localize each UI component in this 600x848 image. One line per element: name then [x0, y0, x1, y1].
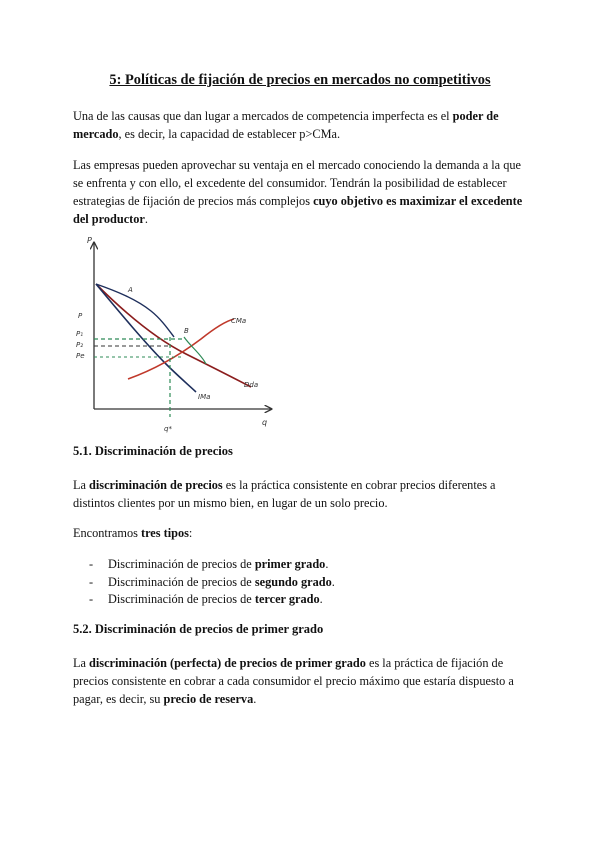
bold-term: cuyo objetivo es maximizar el excedente del productor — [73, 194, 523, 226]
p1-label: P₁ — [76, 330, 84, 338]
text: , es decir, la capacidad de establecer p>CMa. — [118, 127, 341, 141]
bold-term: discriminación de precios — [89, 478, 223, 492]
types-list — [73, 556, 533, 609]
curve-b — [184, 337, 206, 364]
x-axis-label: q — [262, 418, 268, 427]
s52-paragraph-1 — [73, 654, 533, 708]
text: Una de las causas que dan lugar a mercados de competencia imperfecta es el — [73, 109, 453, 123]
text: La — [73, 656, 90, 670]
cma-label: CMa — [231, 317, 247, 325]
text: es la práctica consistente en cobrar precios diferentes a distintos clientes por un mismo bien, en lugar de un solo precio. — [73, 478, 496, 510]
p-top-label: P — [78, 312, 83, 320]
bold-term: tercer grado — [254, 592, 320, 606]
p2-label: P₂ — [76, 341, 84, 349]
text: Las empresas pueden aprovechar su ventaja en el mercado conociendo la demanda a la que se enfrenta y con ello, el excedente del consumidor. Tendrán la posibilidad de establecer estrategias de fijación de precios más complejos — [73, 158, 521, 208]
bold-term: segundo grado — [254, 574, 332, 589]
list-dash: - — [89, 574, 94, 589]
section-5-1-heading: 5.1. Discriminación de precios — [73, 444, 233, 458]
text: . — [331, 574, 335, 589]
text: La — [73, 478, 90, 492]
bold-term: primer grado — [254, 557, 326, 571]
page-title: 5: Políticas de fijación de precios en mercados no competitivos — [109, 72, 491, 88]
y-axis-label: P — [87, 236, 92, 245]
list-item — [73, 591, 533, 609]
bold-term: poder de mercado — [73, 109, 499, 141]
bold-term: precio de reserva — [163, 692, 254, 706]
list-item — [73, 556, 533, 574]
bold-term: discriminación (perfecta) de precios de primer grado — [89, 656, 366, 670]
text: . — [319, 592, 323, 606]
bold-term: tres tipos — [140, 526, 189, 540]
dda-label: Dda — [244, 381, 259, 389]
ima-label: IMa — [198, 393, 211, 401]
curve-b-label: B — [184, 327, 189, 335]
list-item — [73, 574, 533, 592]
intro-paragraph-2 — [73, 156, 533, 228]
list-dash: - — [89, 557, 94, 571]
text: Discriminación de precios de — [108, 574, 255, 589]
text: . — [144, 212, 148, 226]
list-dash: - — [89, 592, 94, 606]
section-5-2-heading: 5.2. Discriminación de precios de primer grado — [73, 622, 324, 636]
curve-a-label: A — [128, 286, 133, 294]
text: Discriminación de precios de — [108, 592, 255, 606]
monopoly-graph — [66, 229, 281, 437]
text: : — [188, 526, 193, 540]
text: . — [325, 557, 329, 571]
intro-paragraph-1 — [73, 107, 533, 143]
s51-paragraph-1 — [73, 476, 533, 512]
text: es la práctica de fijación de precios consistente en cobrar a cada consumidor el precio máximo que estaría dispuesto a pagar, es decir, su — [73, 656, 514, 706]
s51-paragraph-2 — [73, 524, 533, 542]
marginal-revenue-curve — [96, 284, 196, 392]
text: Encontramos — [73, 526, 141, 540]
text: Discriminación de precios de — [108, 557, 255, 571]
text: . — [253, 692, 257, 706]
pe-label: Pe — [76, 352, 85, 360]
q-mark-label: q* — [164, 425, 172, 433]
